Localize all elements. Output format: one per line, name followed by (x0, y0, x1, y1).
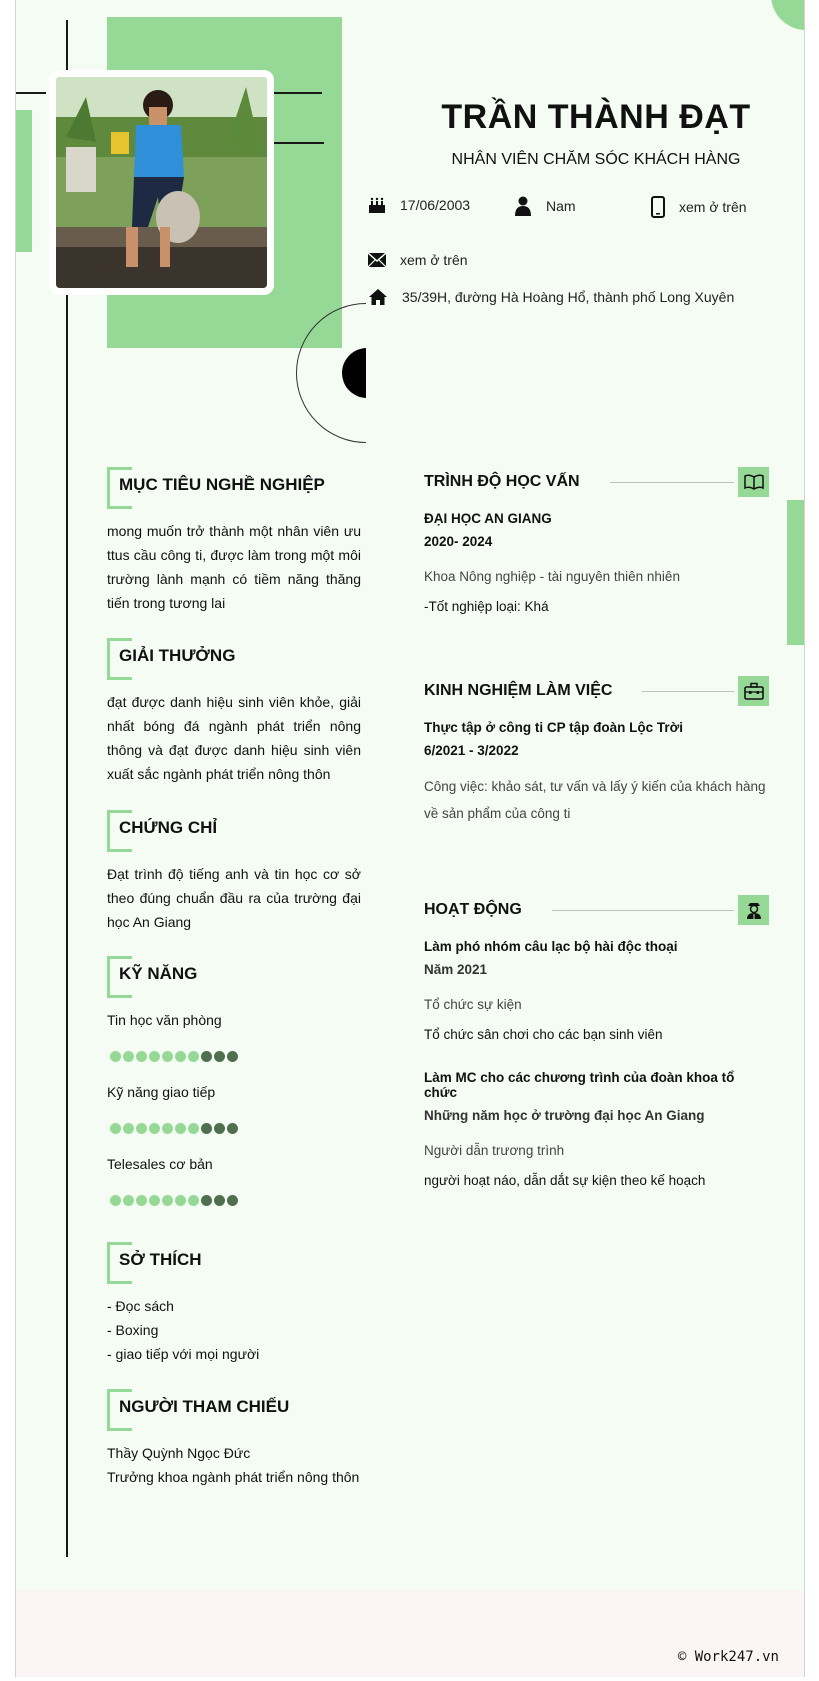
rating-dot-empty (214, 1051, 225, 1062)
candidate-name: TRẦN THÀNH ĐẠT (441, 98, 751, 136)
profile-photo (56, 77, 267, 288)
rating-dot-filled (149, 1051, 160, 1062)
skill-name: Tin học văn phòng (107, 1012, 222, 1028)
divider (552, 910, 734, 911)
skills-section (107, 956, 361, 1206)
rating-dot-empty (214, 1195, 225, 1206)
birthday-info (368, 196, 470, 214)
education-heading: TRÌNH ĐỘ HỌC VẤN (424, 473, 580, 490)
awards-text: đạt được danh hiệu sinh viên khỏe, giải nhất bóng đá ngành phát triển nông thông và đạt được danh hiệu sinh viên xuất sắc ngành phát triển nông thôn (107, 694, 361, 782)
address-value: 35/39H, đường Hà Hoàng Hổ, thành phố Long Xuyên (402, 289, 735, 305)
hobby-item: - Đọc sách (107, 1298, 174, 1314)
rating-dot-filled (162, 1123, 173, 1134)
home-icon (368, 288, 388, 306)
rating-dot-filled (123, 1123, 134, 1134)
skill-item (107, 1084, 361, 1134)
activity-description: Tổ chức sân chơi cho các bạn sinh viên (424, 1027, 663, 1042)
objective-heading: MỤC TIÊU NGHỀ NGHIỆP (107, 467, 361, 503)
education-period: 2020- 2024 (424, 534, 493, 549)
activity-period: Những năm học ở trường đại học An Giang (424, 1108, 705, 1123)
rating-dot-filled (123, 1051, 134, 1062)
skill-rating (110, 1051, 361, 1062)
activities-heading: HOẠT ĐỘNG (424, 901, 522, 918)
reference-role: Trưởng khoa ngành phát triển nông thôn (107, 1469, 360, 1485)
profile-photo-frame (49, 70, 274, 295)
education-grade: -Tốt nghiệp loại: Khá (424, 599, 549, 614)
phone-icon (651, 196, 665, 218)
reference-heading: NGƯỜI THAM CHIẾU (107, 1389, 361, 1425)
rating-dot-filled (136, 1123, 147, 1134)
rule (16, 92, 46, 94)
certificates-section (107, 810, 361, 934)
hobby-item: - Boxing (107, 1322, 159, 1338)
rating-dot-filled (175, 1051, 186, 1062)
rating-dot-filled (110, 1051, 121, 1062)
gender-value: Nam (546, 198, 576, 214)
rating-dot-empty (214, 1123, 225, 1134)
phone-value: xem ở trên (679, 199, 747, 215)
experience-description: Công việc: khảo sát, tư vấn và lấy ý kiến của khách hàng về sản phẩm của công ti (424, 779, 766, 821)
reference-section (107, 1389, 361, 1489)
activity-role: Người dẫn trương trình (424, 1143, 565, 1158)
skill-rating (110, 1123, 361, 1134)
rating-dot-filled (162, 1051, 173, 1062)
hobbies-heading: SỞ THÍCH (107, 1242, 361, 1278)
rating-dot-filled (188, 1123, 199, 1134)
divider (610, 482, 734, 483)
rating-dot-filled (175, 1123, 186, 1134)
divider (642, 691, 734, 692)
job-title: NHÂN VIÊN CHĂM SÓC KHÁCH HÀNG (451, 151, 741, 168)
footer-brand: © Work247.vn (677, 1649, 779, 1665)
skill-rating (110, 1195, 361, 1206)
objective-section (107, 467, 361, 615)
briefcase-icon (738, 676, 769, 706)
awards-heading: GIẢI THƯỞNG (107, 638, 361, 674)
reference-name: Thầy Quỳnh Ngọc Đức (107, 1445, 251, 1461)
rating-dot-filled (175, 1195, 186, 1206)
email-value: xem ở trên (400, 252, 468, 268)
person-icon (514, 196, 532, 216)
activities-section (424, 895, 769, 1188)
rating-dot-empty (201, 1051, 212, 1062)
decoration-mask (366, 290, 466, 460)
activity-name: Làm phó nhóm câu lạc bộ hài độc thoại (424, 939, 678, 954)
rating-dot-filled (110, 1195, 121, 1206)
certificates-heading: CHỨNG CHỈ (107, 810, 361, 846)
birthday-value: 17/06/2003 (400, 197, 471, 213)
left-green-tab (16, 110, 32, 252)
experience-period: 6/2021 - 3/2022 (424, 743, 519, 758)
activity-role: Tổ chức sự kiện (424, 997, 522, 1012)
rating-dot-filled (149, 1195, 160, 1206)
awards-section (107, 638, 361, 786)
objective-text: mong muốn trở thành một nhân viên ưu ttus cầu công ti, được làm trong một môi trường lành mạnh có tiềm năng thăng tiến trong tương lai (107, 523, 361, 611)
experience-heading: KINH NGHIỆM LÀM VIỆC (424, 682, 613, 699)
email-info (368, 252, 468, 268)
skill-item (107, 1156, 361, 1206)
rating-dot-empty (201, 1123, 212, 1134)
rating-dot-filled (149, 1123, 160, 1134)
address-info (368, 288, 734, 306)
rating-dot-filled (123, 1195, 134, 1206)
school-name: ĐẠI HỌC AN GIANG (424, 511, 552, 526)
gender-info (514, 196, 576, 216)
education-header (424, 467, 769, 497)
corner-decoration (771, 0, 805, 30)
experience-header (424, 676, 769, 706)
rating-dot-filled (136, 1051, 147, 1062)
rating-dot-filled (162, 1195, 173, 1206)
phone-info (651, 196, 747, 218)
activity-name: Làm MC cho các chương trình của đoàn khoa tổ chức (424, 1070, 735, 1100)
certificates-text: Đạt trình độ tiếng anh và tin học cơ sở theo đúng chuẩn đầu ra của trường đại học An Giang (107, 866, 361, 930)
skills-heading: KỸ NĂNG (107, 956, 361, 992)
experience-position: Thực tập ở công ti CP tập đoàn Lộc Trời (424, 720, 683, 735)
rating-dot-empty (227, 1051, 238, 1062)
activity-description: người hoạt náo, dẫn dắt sự kiện theo kế hoạch (424, 1173, 706, 1188)
activities-header (424, 895, 769, 925)
skill-name: Telesales cơ bản (107, 1156, 213, 1172)
rating-dot-filled (188, 1195, 199, 1206)
hobbies-section (107, 1242, 361, 1366)
rating-dot-filled (188, 1051, 199, 1062)
book-icon (738, 467, 769, 497)
activity-period: Năm 2021 (424, 962, 488, 977)
rating-dot-empty (201, 1195, 212, 1206)
envelope-icon (368, 253, 386, 267)
education-major: Khoa Nông nghiệp - tài nguyên thiên nhiên (424, 569, 680, 584)
right-green-tab (787, 500, 805, 645)
hobbies-list (107, 1294, 361, 1366)
hobby-item: - giao tiếp với mọi người (107, 1346, 260, 1362)
experience-section (424, 676, 769, 827)
rating-dot-filled (136, 1195, 147, 1206)
rating-dot-filled (110, 1123, 121, 1134)
rating-dot-empty (227, 1123, 238, 1134)
skill-name: Kỹ năng giao tiếp (107, 1084, 216, 1100)
cake-icon (368, 196, 386, 214)
education-section (424, 467, 769, 614)
skill-item (107, 1012, 361, 1062)
cv-page (15, 0, 805, 1677)
person-badge-icon (738, 895, 769, 925)
rating-dot-empty (227, 1195, 238, 1206)
